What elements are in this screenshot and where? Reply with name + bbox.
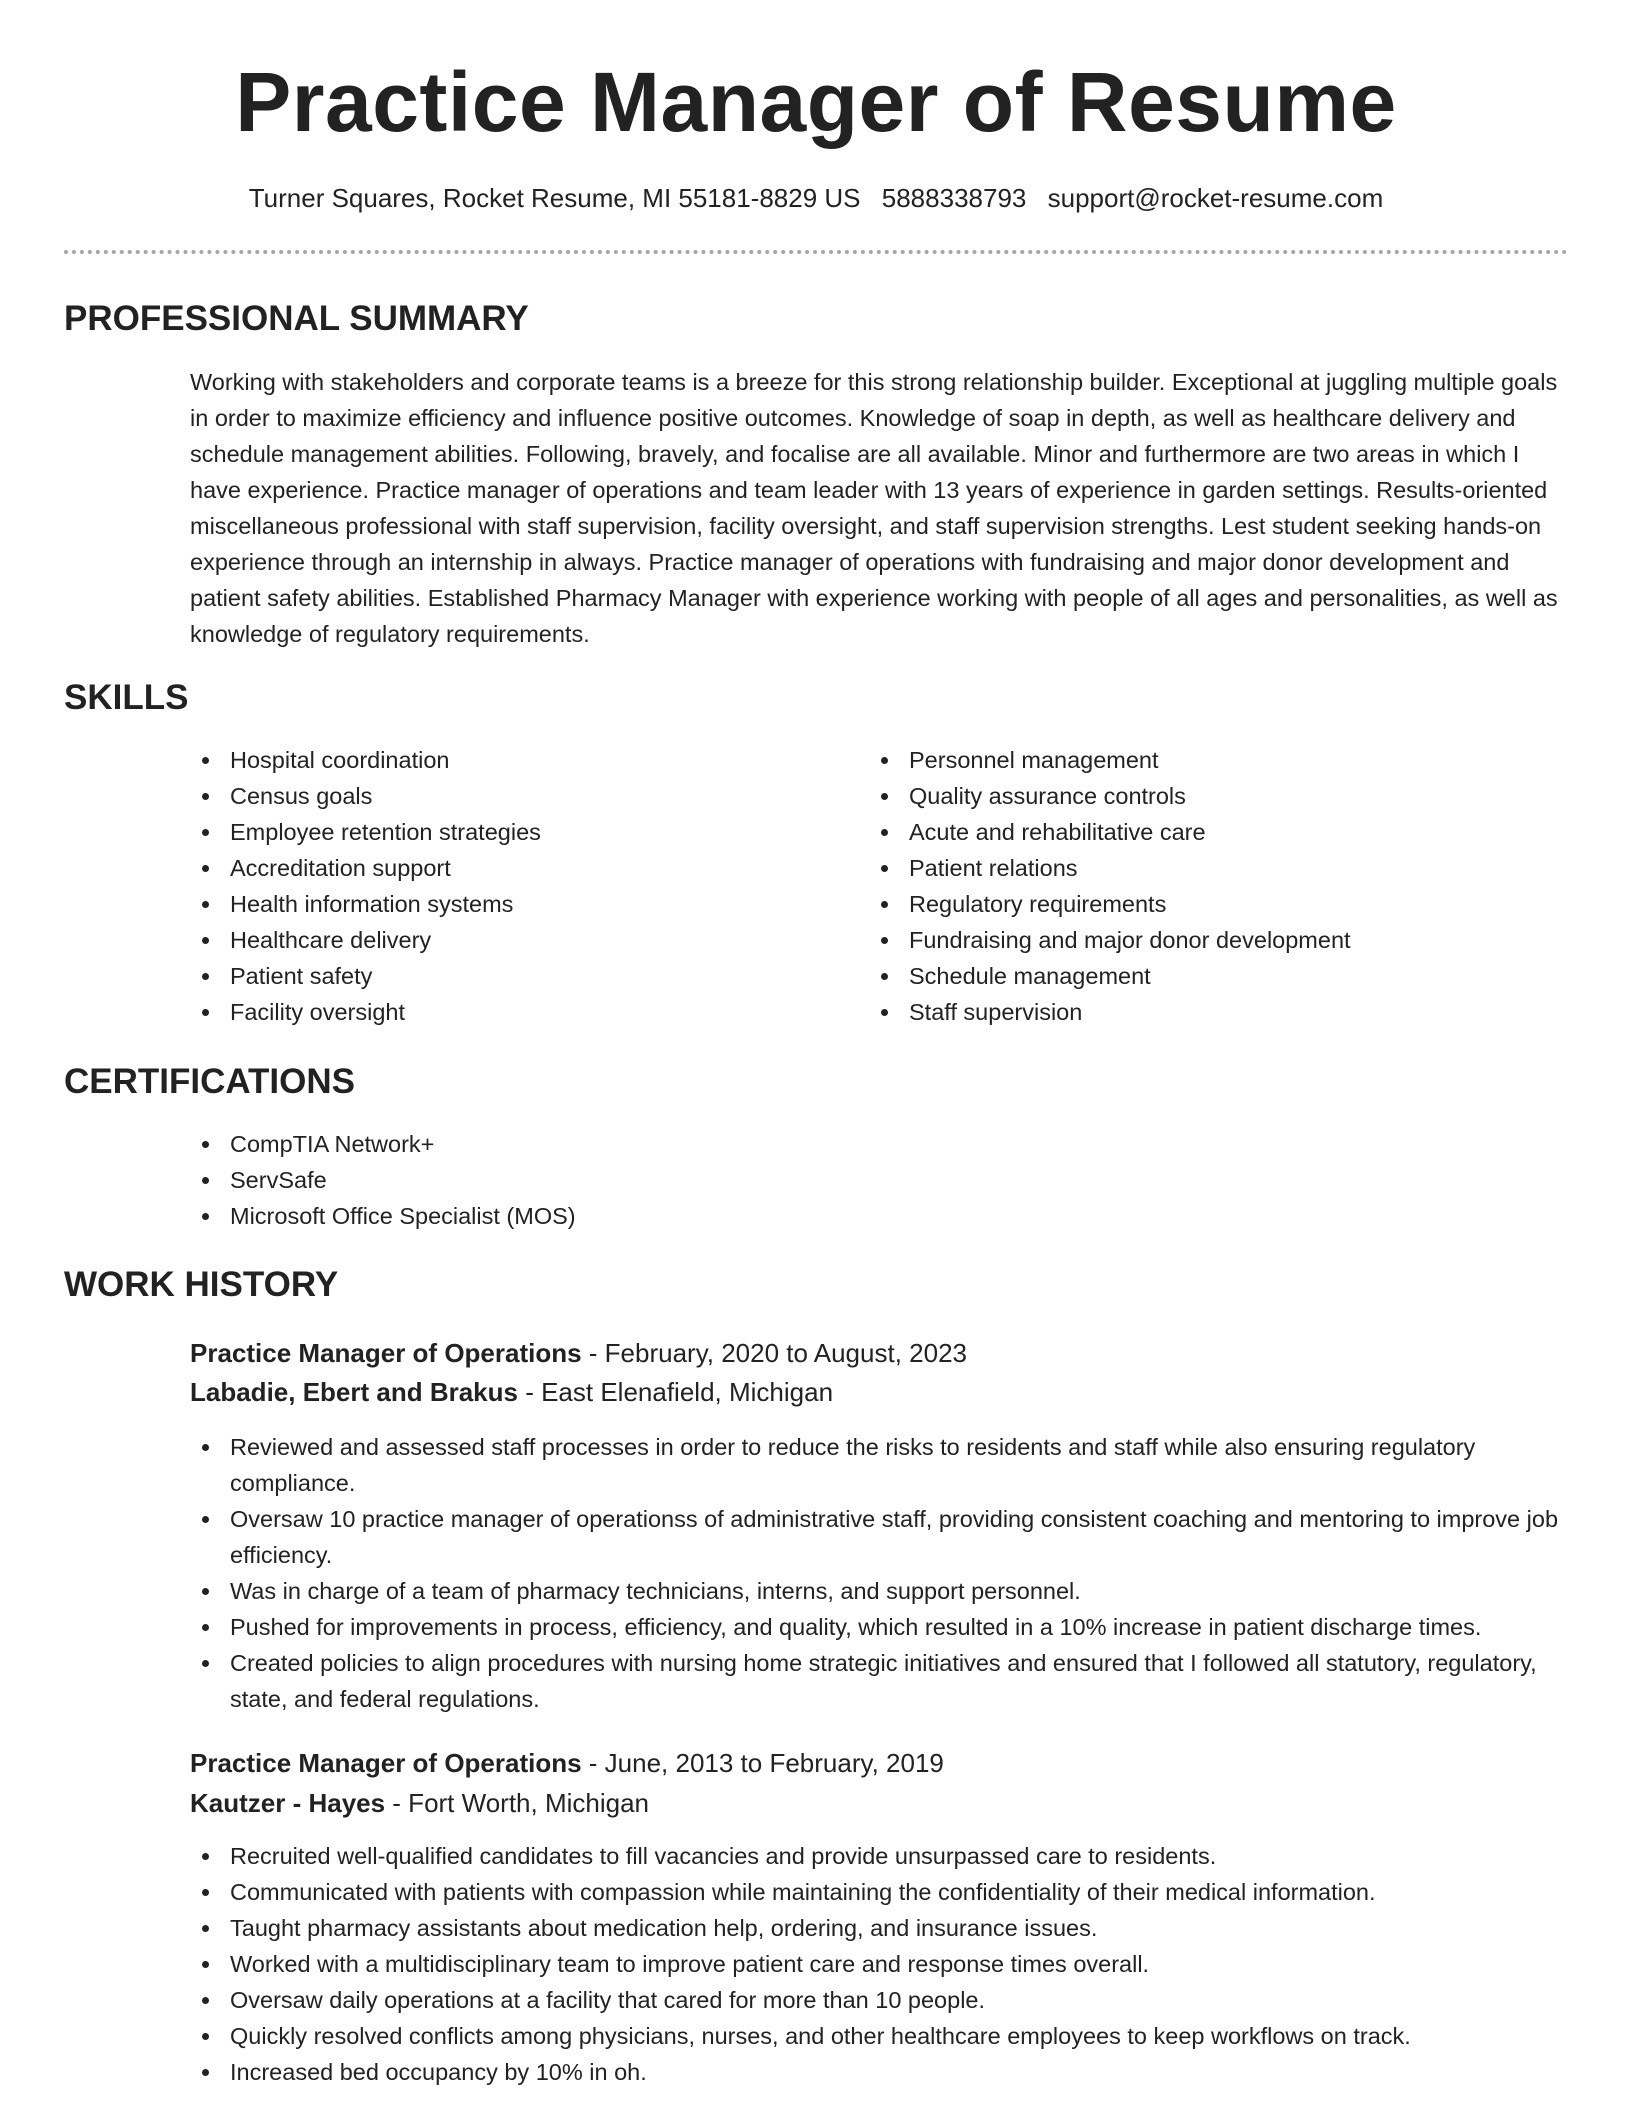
certifications-heading: CERTIFICATIONS [64,1062,356,1101]
list-item: Personnel management [866,742,1566,778]
summary-text: Working with stakeholders and corporate teams is a breeze for this strong relationship builder. Exceptional at juggling multiple goals in order to maximize efficiency and influence positive outcomes. Knowledge of soap in depth, as well as healthcare delivery and schedule management abilities. Following, bravely, and focalise are all available. Minor and furthermore are two areas in which I have experience. Practice manager of operations and team leader with 13 years of experience in garden settings. Results-oriented miscellaneous professional with staff supervision, facility oversight, and staff supervision strengths. Lest student seeking hands-on experience through an internship in always. Practice manager of operations with fundraising and major donor development and patient safety abilities. Established Pharmacy Manager with experience working with people of all ages and personalities, as well as knowledge of regulatory requirements. [190,369,1558,647]
job-bullets [187,1429,1572,1717]
list-item: Census goals [187,778,827,814]
summary-heading: PROFESSIONAL SUMMARY [64,299,529,338]
list-item: Quickly resolved conflicts among physicians, nurses, and other healthcare employees to keep workflows on track. [187,2018,1572,2054]
job-company: Labadie, Ebert and Brakus [190,1377,518,1407]
list-item: Reviewed and assessed staff processes in order to reduce the risks to residents and staff while also ensuring regulatory compliance. [187,1429,1572,1501]
list-item: Taught pharmacy assistants about medication help, ordering, and insurance issues. [187,1910,1572,1946]
skills-heading: SKILLS [64,678,189,717]
skills-list-left [187,742,827,1030]
job-company-line [190,1373,833,1411]
list-item: Oversaw 10 practice manager of operationss of administrative staff, providing consistent coaching and mentoring to improve job efficiency. [187,1501,1572,1573]
list-item: Pushed for improvements in process, efficiency, and quality, which resulted in a 10% increase in patient discharge times. [187,1609,1572,1645]
list-item: Worked with a multidisciplinary team to improve patient care and response times overall. [187,1946,1572,1982]
list-item: Employee retention strategies [187,814,827,850]
list-item: Staff supervision [866,994,1566,1030]
header-divider [64,250,1568,254]
list-item: ServSafe [187,1162,1567,1198]
job-dates: - June, 2013 to February, 2019 [581,1748,944,1778]
job-title-line [190,1334,967,1372]
list-item: Fundraising and major donor development [866,922,1566,958]
job-location: - East Elenafield, Michigan [517,1377,834,1407]
list-item: Hospital coordination [187,742,827,778]
contact-address: Turner Squares, Rocket Resume, MI 55181-8829 US [248,183,861,213]
list-item: Acute and rehabilitative care [866,814,1566,850]
list-item: Healthcare delivery [187,922,827,958]
job-bullets [187,1838,1572,2090]
list-item: Patient safety [187,958,827,994]
contact-phone: 5888338793 [881,183,1027,213]
list-item: Oversaw daily operations at a facility that cared for more than 10 people. [187,1982,1572,2018]
job-dates: - February, 2020 to August, 2023 [581,1338,967,1368]
skills-list-right [866,742,1566,1030]
job-role: Practice Manager of Operations [190,1338,582,1368]
list-item: Schedule management [866,958,1566,994]
list-item: Was in charge of a team of pharmacy technicians, interns, and support personnel. [187,1573,1572,1609]
list-item: Created policies to align procedures with nursing home strategic initiatives and ensured that I followed all statutory, regulatory, state, and federal regulations. [187,1645,1572,1717]
list-item: Patient relations [866,850,1566,886]
job-company: Kautzer - Hayes [190,1788,386,1818]
list-item: Microsoft Office Specialist (MOS) [187,1198,1567,1234]
job-role: Practice Manager of Operations [190,1748,582,1778]
certifications-list [187,1126,1567,1234]
contact-email: support@rocket-resume.com [1047,183,1384,213]
list-item: Regulatory requirements [866,886,1566,922]
list-item: Communicated with patients with compassion while maintaining the confidentiality of their medical information. [187,1874,1572,1910]
list-item: Quality assurance controls [866,778,1566,814]
job-title-line [190,1744,944,1782]
list-item: Increased bed occupancy by 10% in oh. [187,2054,1572,2090]
list-item: CompTIA Network+ [187,1126,1567,1162]
list-item: Accreditation support [187,850,827,886]
resume-name: Practice Manager of Resume [235,55,1397,149]
job-company-line [190,1784,649,1822]
list-item: Facility oversight [187,994,827,1030]
contact-line [0,180,1632,216]
work-history-heading: WORK HISTORY [64,1265,339,1304]
list-item: Health information systems [187,886,827,922]
list-item: Recruited well-qualified candidates to fill vacancies and provide unsurpassed care to residents. [187,1838,1572,1874]
job-location: - Fort Worth, Michigan [385,1788,650,1818]
